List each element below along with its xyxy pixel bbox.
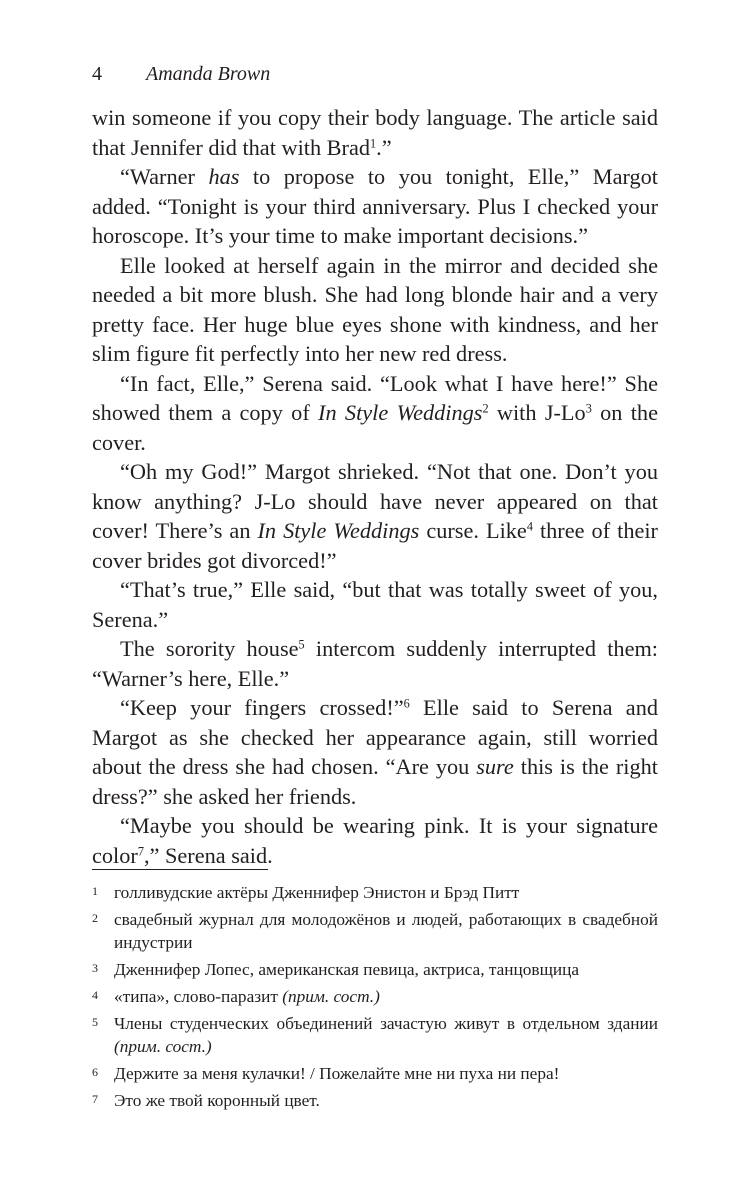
- paragraph: [92, 634, 658, 693]
- paragraph: [92, 162, 658, 251]
- editor-note: (прим. сост.): [114, 1037, 212, 1056]
- text-run: “In fact, Elle,” Serena said. “Look what I have here!” She showed them a copy of: [92, 370, 658, 425]
- footnote-ref: 5: [298, 637, 305, 652]
- text-run: “Oh my God!” Margot shrieked. “Not that one. Don’t you know anything? J-Lo should have never appeared on that cover! There’s an: [92, 459, 658, 543]
- text-run: “Keep your fingers crossed!”: [120, 695, 404, 720]
- text-run: ,” Serena said.: [143, 842, 273, 868]
- text-run: Это же твой коронный цвет.: [114, 1091, 320, 1110]
- paragraph: [92, 693, 658, 811]
- text-run: голливудские актёры Дженнифер Энистон и Брэд Питт: [114, 883, 520, 902]
- emphasis: sure: [476, 754, 514, 779]
- text-run: with J-Lo: [488, 400, 586, 425]
- running-header-author: Amanda Brown: [146, 63, 271, 85]
- text-run: Elle said to Serena and Margot as she checked her appearance again, still worried about the dress she had chosen. “Are you: [92, 695, 658, 779]
- footnote-number: 5: [92, 1015, 98, 1029]
- text-run: this is the right dress?” she asked her friends.: [92, 754, 658, 809]
- footnote-text: [114, 958, 658, 981]
- footnote-number: 6: [92, 1065, 98, 1079]
- footnote-number: 7: [92, 1092, 98, 1106]
- text-run: to propose to you tonight, Elle,” Margot added. “Tonight is your third anniversary. Plus I checked your horoscope. It’s your time to make important decisions.”: [92, 164, 658, 248]
- footnote: [92, 1062, 658, 1085]
- text-run: .”: [376, 134, 392, 160]
- footnote-text: [114, 908, 658, 954]
- footnote-ref: 6: [403, 696, 410, 711]
- footnote-number: 2: [92, 911, 98, 925]
- footnote: [92, 985, 658, 1008]
- text-run: intercom suddenly interrupted them: “Warner’s here, Elle.”: [92, 636, 659, 691]
- paragraph: [92, 457, 658, 575]
- paragraph: [92, 369, 658, 458]
- footnotes: [92, 881, 658, 1116]
- footnote: [92, 908, 658, 954]
- footnote-text: [114, 1062, 658, 1085]
- text-run: «типа», слово-паразит: [114, 987, 283, 1006]
- footnote-text: [114, 881, 658, 904]
- text-run: Члены студенческих объединений зачастую живут в отдельном здании: [114, 1014, 658, 1033]
- footnote: [92, 1089, 658, 1112]
- emphasis: In Style Weddings: [318, 400, 483, 425]
- body-text: [92, 103, 658, 870]
- text-run: свадебный журнал для молодожёнов и людей, работающих в свадебной индустрии: [114, 910, 658, 952]
- paragraph: [92, 103, 658, 162]
- text-run: curse. Like: [419, 518, 527, 543]
- footnote: [92, 881, 658, 904]
- footnote-divider: [92, 869, 268, 870]
- footnote-number: 1: [92, 884, 98, 898]
- emphasis: In Style Weddings: [257, 518, 420, 543]
- running-header: [92, 60, 270, 88]
- footnote-ref: 7: [137, 844, 144, 859]
- footnote-ref: 4: [526, 519, 533, 534]
- text-run: Дженнифер Лопес, американская певица, актриса, танцовщица: [114, 960, 580, 979]
- footnote-text: [114, 985, 658, 1008]
- paragraph: [92, 811, 658, 870]
- paragraph: “That’s true,” Elle said, “but that was totally sweet of you, Serena.”: [92, 577, 658, 632]
- text-run: “Maybe you should be wearing pink. It is your signature color: [92, 813, 658, 868]
- footnote: [92, 958, 658, 981]
- text-run: win someone if you copy their body language. The article said that Jennifer did that with Brad: [92, 105, 658, 160]
- emphasis: has: [208, 164, 240, 189]
- paragraph: Elle looked at herself again in the mirror and decided she needed a bit more blush. She had long blonde hair and a very pretty face. Her huge blue eyes shone with kindness, and her slim figure fit perfectly into her new red dress.: [92, 252, 658, 366]
- text-run: “Warner: [120, 164, 209, 189]
- editor-note: (прим. сост.): [282, 987, 380, 1006]
- footnote-number: 3: [92, 961, 98, 975]
- text-run: three of their cover brides got divorced!”: [92, 518, 658, 573]
- footnote: [92, 1012, 658, 1058]
- footnote-number: 4: [92, 988, 98, 1002]
- footnote-ref: 2: [482, 401, 489, 416]
- text-run: on the cover.: [92, 400, 658, 455]
- footnote-text: [114, 1089, 658, 1112]
- text-run: The sorority house: [120, 636, 299, 661]
- text-run: Держите за меня кулачки! / Пожелайте мне ни пуха ни пера!: [114, 1064, 560, 1083]
- footnote-ref: 1: [370, 136, 377, 151]
- footnote-text: [114, 1012, 658, 1058]
- page-number: 4: [92, 63, 102, 85]
- footnote-ref: 3: [585, 401, 592, 416]
